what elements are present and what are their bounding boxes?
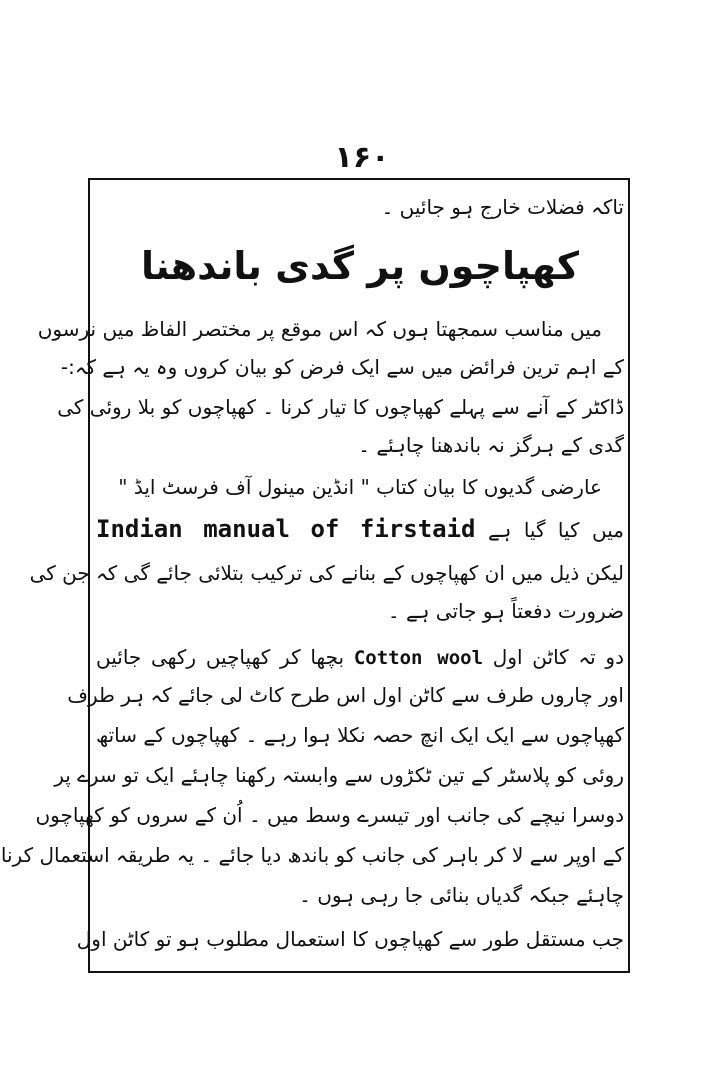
text-line: عارضی گدیوں کا بیان کتاب " انڈین مینول آف فرسٹ ایڈ " [118, 475, 602, 499]
text-line-urdu: میں کیا گیا ہے [487, 518, 624, 542]
page-number: ۱۶۰ [334, 140, 390, 175]
english-title: Indian manual of firstaid [96, 515, 476, 543]
text-line: میں مناسب سمجھتا ہوں کہ اس موقع پر مختصر الفاظ میں نرسوں [37, 317, 602, 341]
text-line: گدی کے ہرگز نہ باندھنا چاہئے ۔ [358, 433, 624, 457]
text-line: روئی کو پلاسٹر کے تین ٹکڑوں سے وابستہ رکھنا چاہئے ایک تو سرے پر [54, 763, 624, 787]
text-segment: بچھا کر کھپاچیں رکھی جائیں [96, 645, 345, 669]
text-line: تاکہ فضلات خارج ہو جائیں ۔ [381, 195, 624, 219]
text-line: چاہئے جبکہ گدیاں بنائی جا رہی ہوں ۔ [299, 883, 624, 907]
text-line-mixed [96, 640, 624, 678]
text-line: ضرورت دفعتاً ہو جاتی ہے ۔ [387, 599, 624, 623]
text-line: دوسرا نیچے کی جانب اور تیسرے وسط میں ۔ اُن کے سروں کو کھپاچوں [35, 803, 624, 827]
text-line: ڈاکٹر کے آنے سے پہلے کھپاچوں کا تیار کرنا ۔ کھپاچوں کو بلا روئی کی [57, 395, 624, 419]
text-line: کھپاچوں سے ایک ایک انچ حصہ نکلا ہوا رہے ۔ کھپاچوں کے ساتھ [95, 723, 624, 747]
text-line-english [96, 510, 624, 549]
text-line: جب مستقل طور سے کھپاچوں کا استعمال مطلوب ہو تو کاٹن اول [76, 927, 624, 951]
text-line: لیکن ذیل میں ان کھپاچوں کے بنانے کی ترکیب بتلائی جائے گی کہ جن کی [29, 561, 624, 585]
english-term: Cotton wool [353, 647, 484, 669]
section-heading: کھپاچوں پر گدی باندھنا [141, 244, 579, 288]
text-line: کے اہم ترین فرائض میں سے ایک فرض کو بیان کروں وہ یہ ہے کہ:- [60, 355, 624, 379]
text-segment: دو تہ کاٹن اول [492, 645, 624, 669]
text-line: کے اوپر سے لا کر باہر کی جانب کو باندھ دیا جائے ۔ یہ طریقہ استعمال کرنا [0, 843, 624, 867]
text-line: اور چاروں طرف سے کاٹن اول اس طرح کاٹ لی جائے کہ ہر طرف [67, 683, 624, 707]
